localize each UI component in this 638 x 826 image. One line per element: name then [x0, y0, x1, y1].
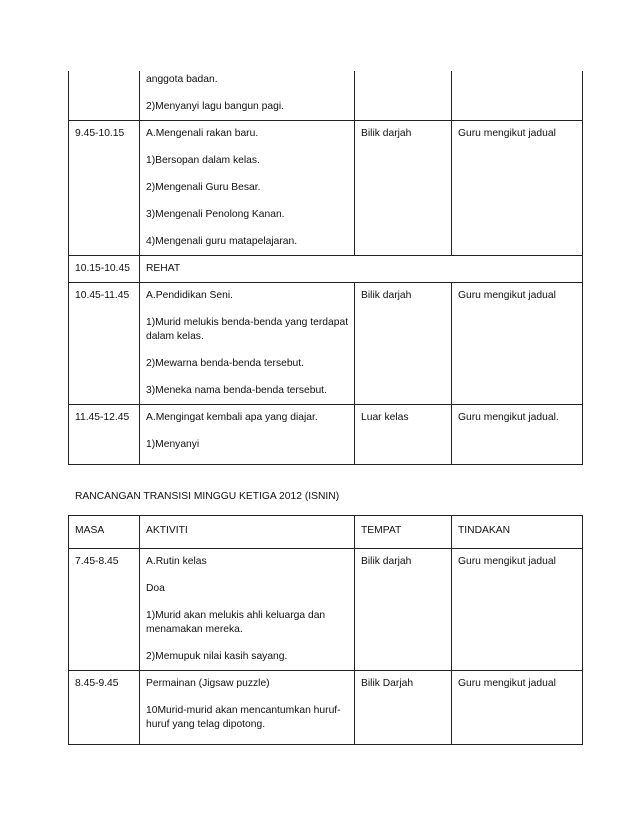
table-row	[69, 71, 583, 121]
table-row	[69, 549, 583, 671]
tindakan-cell: Guru mengikut jadual.	[452, 405, 583, 465]
aktiviti-line: anggota badan.	[146, 74, 218, 85]
masa-cell: 10.15-10.45	[69, 256, 140, 283]
tindakan-cell: Guru mengikut jadual	[452, 121, 583, 256]
table-row	[69, 671, 583, 745]
header-aktiviti: AKTIVITI	[140, 516, 355, 549]
aktiviti-line: 3)Mengenali Penolong Kanan.	[146, 209, 285, 220]
masa-cell: 10.45-11.45	[69, 283, 140, 405]
tempat-cell	[355, 71, 452, 121]
tindakan-cell: Guru mengikut jadual	[452, 549, 583, 671]
tindakan-cell: Guru mengikut jadual	[452, 283, 583, 405]
aktiviti-line: 1)Bersopan dalam kelas.	[146, 155, 260, 166]
masa-cell: 11.45-12.45	[69, 405, 140, 465]
tempat-cell: Luar kelas	[355, 405, 452, 465]
aktiviti-line: A.Rutin kelas	[146, 556, 207, 567]
tempat-cell: Bilik darjah	[355, 549, 452, 671]
schedule-table	[68, 515, 583, 745]
aktiviti-line: 10Murid-murid akan mencantumkan huruf-huruf yang telag dipotong.	[146, 705, 341, 730]
table-row	[69, 283, 583, 405]
aktiviti-line: 1)Murid melukis benda-benda yang terdapat dalam kelas.	[146, 317, 349, 342]
table-row	[69, 256, 583, 283]
aktiviti-line: 1)Menyanyi	[146, 439, 200, 450]
aktiviti-line: A.Mengenali rakan baru.	[146, 128, 259, 139]
table-row	[69, 405, 583, 465]
header-masa: MASA	[69, 516, 140, 549]
tindakan-cell: Guru mengikut jadual	[452, 671, 583, 745]
aktiviti-cell	[140, 671, 355, 745]
header-tindakan: TINDAKAN	[452, 516, 583, 549]
tempat-cell: Bilik darjah	[355, 283, 452, 405]
tempat-cell: Bilik darjah	[355, 121, 452, 256]
tindakan-cell	[452, 71, 583, 121]
aktiviti-line: 2)Mewarna benda-benda tersebut.	[146, 358, 304, 369]
aktiviti-line: A.Mengingat kembali apa yang diajar.	[146, 412, 318, 423]
aktiviti-cell	[140, 71, 355, 121]
masa-cell	[69, 71, 140, 121]
header-tempat: TEMPAT	[355, 516, 452, 549]
masa-cell: 9.45-10.15	[69, 121, 140, 256]
aktiviti-line: Permainan (Jigsaw puzzle)	[146, 678, 270, 689]
aktiviti-cell	[140, 283, 355, 405]
aktiviti-line: 3)Meneka nama benda-benda tersebut.	[146, 385, 327, 396]
masa-cell: 8.45-9.45	[69, 671, 140, 745]
aktiviti-line: 2)Memupuk nilai kasih sayang.	[146, 651, 288, 662]
aktiviti-cell	[140, 256, 583, 283]
aktiviti-line: 2)Mengenali Guru Besar.	[146, 182, 261, 193]
schedule-table-continued	[68, 71, 583, 465]
aktiviti-cell	[140, 405, 355, 465]
aktiviti-line: 2)Menyanyi lagu bangun pagi.	[146, 101, 284, 112]
aktiviti-line: A.Pendidikan Seni.	[146, 290, 234, 301]
aktiviti-line: REHAT	[146, 263, 181, 274]
table-row	[69, 121, 583, 256]
header-row	[69, 516, 583, 549]
aktiviti-cell	[140, 549, 355, 671]
aktiviti-line: Doa	[146, 583, 165, 594]
aktiviti-line: 4)Mengenali guru matapelajaran.	[146, 236, 298, 247]
section-caption: RANCANGAN TRANSISI MINGGU KETIGA 2012 (ISNIN)	[75, 491, 340, 502]
aktiviti-line: 1)Murid akan melukis ahli keluarga dan menamakan mereka.	[146, 610, 326, 635]
tempat-cell: Bilik Darjah	[355, 671, 452, 745]
masa-cell: 7.45-8.45	[69, 549, 140, 671]
aktiviti-cell	[140, 121, 355, 256]
